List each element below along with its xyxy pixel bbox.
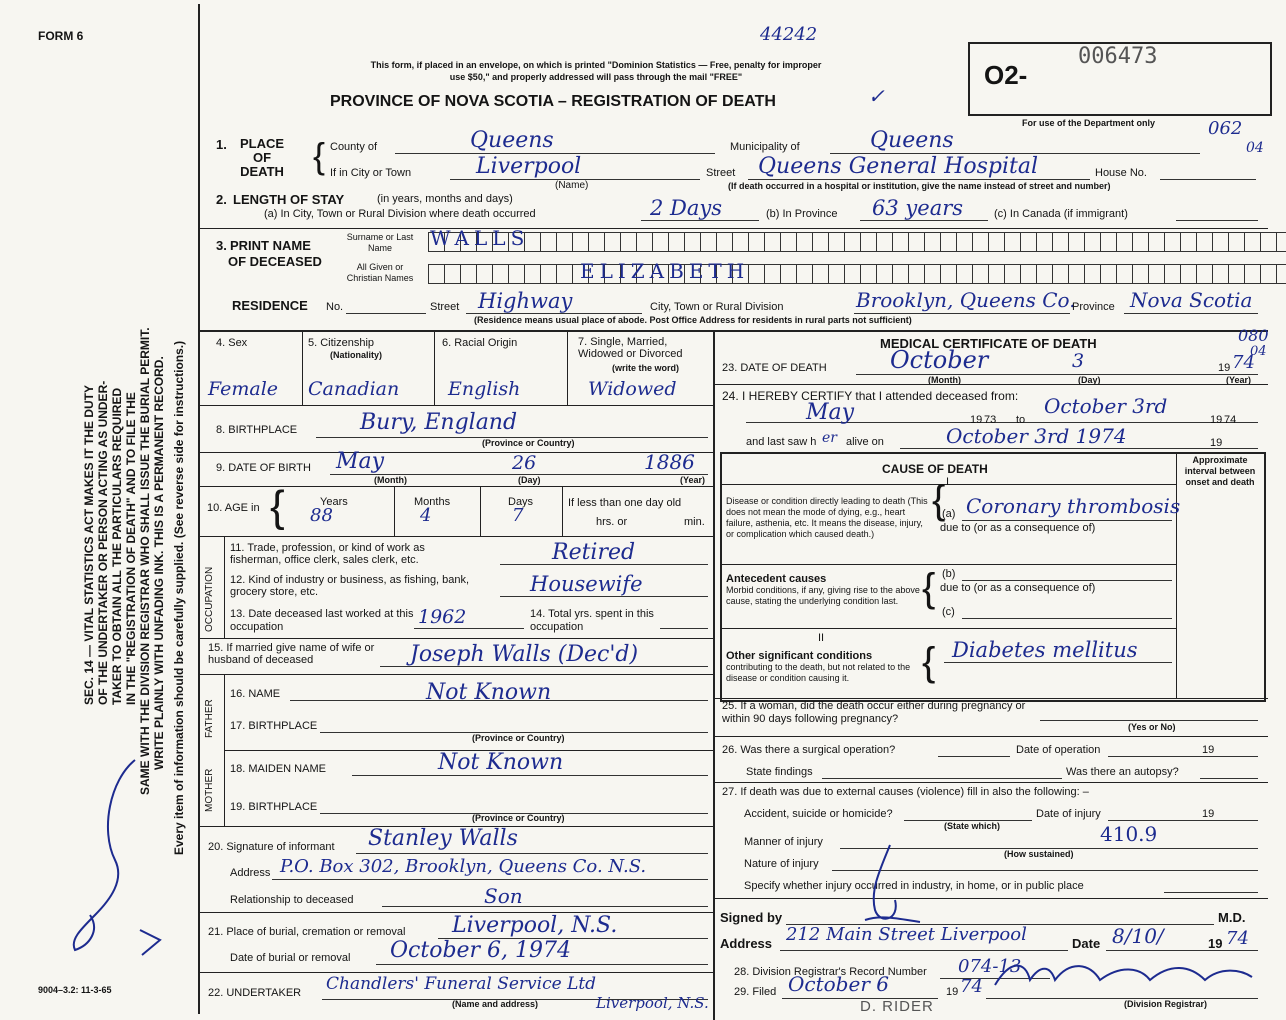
s5-sub: (Nationality) bbox=[330, 350, 383, 360]
check-mark: ✓ bbox=[868, 84, 885, 108]
s9-year: 1886 bbox=[644, 450, 695, 474]
s24-last-seen-h: er bbox=[822, 430, 837, 446]
s3-given: ELIZABETH bbox=[580, 259, 750, 283]
filed-by-stamp: D. RIDER bbox=[860, 998, 934, 1015]
doctor-signature bbox=[850, 840, 930, 930]
side-text-2: OF THE UNDERTAKER OR PERSON ACTING AS UNDER- bbox=[96, 380, 110, 705]
s1-city-label: If in City or Town bbox=[330, 167, 412, 179]
footer-code: 9004–3.2: 11-3-65 bbox=[38, 985, 112, 995]
s24-label: 24. I HEREBY CERTIFY that I attended deceased from: bbox=[722, 389, 1019, 403]
s2-title: LENGTH OF STAY bbox=[233, 192, 345, 207]
s1-street-label: Street bbox=[706, 167, 736, 179]
surname-grid bbox=[428, 232, 1286, 252]
s10-min-label: min. bbox=[684, 516, 705, 528]
s26-autopsy-label: Was there an autopsy? bbox=[1066, 766, 1179, 778]
s6-value: English bbox=[448, 378, 521, 400]
cause-part2: II bbox=[818, 632, 825, 644]
s3-note: (Residence means usual place of abode. Post Office Address for residents in rural parts not sufficient) bbox=[474, 315, 912, 325]
antecedent-label: Morbid conditions, if any, giving rise to the above cause, stating the underlying condition last. bbox=[726, 585, 920, 606]
other-title: Other significant conditions bbox=[726, 650, 873, 662]
s29-filed-year: 74 bbox=[960, 976, 983, 997]
s3-no-label: No. bbox=[326, 301, 344, 313]
date-year: 74 bbox=[1226, 928, 1249, 949]
s24-to-year: 74 bbox=[1224, 414, 1237, 426]
s9-day-label: (Day) bbox=[518, 475, 541, 485]
dept-code-b: 04 bbox=[1246, 140, 1264, 156]
s3-residence-label: RESIDENCE bbox=[232, 298, 308, 313]
s1-title: PLACE OF DEATH bbox=[239, 136, 285, 179]
cause-due-2: due to (or as a consequence of) bbox=[940, 582, 1096, 594]
side-text-7: Every item of information should be carefully supplied. (See reverse side for instructions.) bbox=[172, 340, 186, 855]
s18-value: Not Known bbox=[438, 750, 564, 775]
s10-months-label: Months bbox=[414, 496, 451, 508]
s3-province: Nova Scotia bbox=[1130, 288, 1253, 312]
s8-label: 8. BIRTHPLACE bbox=[216, 424, 298, 436]
s3-city: Brooklyn, Queens Co. bbox=[856, 288, 1076, 312]
s15-value: Joseph Walls (Dec'd) bbox=[410, 642, 639, 667]
antecedent-title: Antecedent causes bbox=[726, 573, 827, 585]
s2-title-note: (in years, months and days) bbox=[377, 193, 513, 205]
reg-prefix: O2- bbox=[984, 60, 1028, 90]
s12-label: 12. Kind of industry or business, as fishing, bank, grocery store, etc. bbox=[230, 574, 470, 598]
s14-label: 14. Total yrs. spent in this occupation bbox=[530, 608, 654, 633]
s4-label: 4. Sex bbox=[216, 337, 248, 349]
s7-label: 7. Single, Married, Widowed or Divorced bbox=[578, 336, 683, 360]
s2-b-value: 63 years bbox=[872, 196, 964, 220]
signed-label: Signed by bbox=[720, 910, 783, 925]
s27-inj-19: 19 bbox=[1202, 808, 1215, 820]
s1-house-label: House No. bbox=[1095, 167, 1147, 179]
s7-sub: (write the word) bbox=[612, 363, 679, 373]
father-label: FATHER bbox=[204, 699, 215, 738]
s10-label: 10. AGE in bbox=[207, 502, 260, 514]
s24-from: May bbox=[806, 400, 855, 425]
s23-month: October bbox=[890, 346, 989, 374]
occupation-label: OCCUPATION bbox=[204, 566, 215, 632]
mother-label: MOTHER bbox=[204, 768, 215, 812]
s27-injury-date-label: Date of injury bbox=[1036, 808, 1101, 820]
s10-years-label: Years bbox=[320, 496, 348, 508]
s10-months: 4 bbox=[420, 505, 432, 526]
side-text-1: SEC. 14 — VITAL STATISTICS ACT MAKES IT THE DUTY bbox=[82, 384, 96, 705]
dept-code-a: 062 bbox=[1208, 118, 1243, 139]
s22-label: 22. UNDERTAKER bbox=[208, 987, 302, 999]
cause-b-label: (b) bbox=[942, 568, 956, 580]
s5-value: Canadian bbox=[308, 378, 400, 400]
cause-part1: I bbox=[946, 476, 950, 488]
cause-a: Coronary thrombosis bbox=[966, 494, 1181, 518]
s2-b-label: (b) In Province bbox=[766, 208, 838, 220]
s20-rel-label: Relationship to deceased bbox=[230, 894, 354, 906]
pen-mark bbox=[40, 740, 170, 980]
cause-c-label: (c) bbox=[942, 606, 955, 618]
date-label: Date bbox=[1072, 936, 1101, 951]
s27-how: (How sustained) bbox=[1004, 849, 1074, 859]
side-text-3: TAKER TO OBTAIN ALL THE PARTICULARS REQUIRED bbox=[110, 387, 124, 705]
s24-year19b: 19 bbox=[1210, 414, 1223, 426]
s9-label: 9. DATE OF BIRTH bbox=[216, 462, 311, 474]
s23-day: 3 bbox=[1072, 350, 1085, 372]
s4-value: Female bbox=[208, 378, 279, 400]
s24-year19c: 19 bbox=[1210, 437, 1223, 449]
s2-num: 2. bbox=[216, 192, 227, 207]
s23-year-pre: 19 bbox=[1218, 362, 1231, 374]
form-id: FORM 6 bbox=[38, 29, 84, 43]
notice-line2: use $50," and properly addressed will pass through the mail "FREE" bbox=[449, 72, 743, 82]
dept-code-c: 080 bbox=[1238, 326, 1269, 345]
s27-code: 410.9 bbox=[1100, 822, 1158, 846]
s10-less-label: If less than one day old bbox=[568, 497, 682, 509]
s11-value: Retired bbox=[552, 540, 636, 565]
s13-value: 1962 bbox=[418, 606, 467, 628]
s1-street: Queens General Hospital bbox=[758, 154, 1038, 179]
s22-sub: (Name and address) bbox=[452, 999, 539, 1009]
s19-label: 19. BIRTHPLACE bbox=[230, 801, 318, 813]
s24-alive-label: alive on bbox=[846, 436, 884, 448]
s25-label: 25. If a woman, did the death occur either during pregnancy or within 90 days following pregnancy? bbox=[722, 700, 1026, 725]
s3-surname-label: Surname or Last Name bbox=[346, 232, 414, 253]
s1-municipality: Queens bbox=[870, 128, 954, 153]
side-text-4: IN THE "REGISTRATION OF DEATH" AND TO FILE THE bbox=[124, 392, 138, 705]
s23-month-label: (Month) bbox=[928, 375, 961, 385]
med-title: MEDICAL CERTIFICATE OF DEATH bbox=[880, 336, 1097, 351]
s1-name-label: (Name) bbox=[555, 180, 589, 191]
s23-label: 23. DATE OF DEATH bbox=[722, 362, 827, 374]
s24-from-year: 73 bbox=[984, 414, 997, 426]
registrar-signature bbox=[990, 955, 1260, 995]
s21-value: Liverpool, N.S. bbox=[452, 913, 618, 938]
reg-number: 006473 bbox=[1078, 44, 1158, 69]
s13-label: 13. Date deceased last worked at this occupation bbox=[230, 608, 414, 633]
s16-label: 16. NAME bbox=[230, 688, 281, 700]
s16-value: Not Known bbox=[426, 680, 552, 705]
s10-days-label: Days bbox=[508, 496, 534, 508]
s19-sub: (Province or Country) bbox=[472, 813, 565, 823]
s17-sub: (Province or Country) bbox=[472, 733, 565, 743]
div-registrar: (Division Registrar) bbox=[1124, 999, 1208, 1009]
s23-day-label: (Day) bbox=[1078, 375, 1101, 385]
s3-province-label: Province bbox=[1072, 301, 1115, 313]
dept-code-d: 04 bbox=[1250, 344, 1267, 359]
s2-a-label: (a) In City, Town or Rural Division where death occurred bbox=[264, 208, 536, 220]
cause-title: CAUSE OF DEATH bbox=[882, 462, 988, 476]
s9-year-label: (Year) bbox=[680, 475, 706, 485]
s1-city: Liverpool bbox=[476, 154, 582, 179]
stamp-top: 44242 bbox=[760, 24, 818, 45]
s9-month: May bbox=[336, 449, 385, 474]
s24-alive: October 3rd 1974 bbox=[946, 424, 1127, 448]
s17-label: 17. BIRTHPLACE bbox=[230, 720, 318, 732]
s21-date: October 6, 1974 bbox=[390, 938, 572, 963]
s1-note: (If death occurred in a hospital or institution, give the name instead of street and number) bbox=[728, 181, 1111, 191]
cause-a-label: (a) bbox=[942, 508, 956, 520]
s28-label: 28. Division Registrar's Record Number bbox=[734, 966, 927, 978]
s27-specify-label: Specify whether injury occurred in industry, in home, or in public place bbox=[744, 880, 1084, 892]
cause-direct-label: Disease or condition directly leading to death (This does not mean the mode of dying, e.g., heart failure, asthenia, etc. It means the disease, injury, or complication which caused death.) bbox=[726, 496, 928, 539]
form-title: PROVINCE OF NOVA SCOTIA – REGISTRATION OF DEATH bbox=[330, 93, 776, 110]
s10-days: 7 bbox=[512, 505, 524, 526]
s27-manner-label: Manner of injury bbox=[744, 836, 823, 848]
s27-state-which: (State which) bbox=[944, 821, 1001, 831]
address-label: Address bbox=[720, 936, 773, 951]
date-value: 8/10/ bbox=[1112, 924, 1164, 948]
s23-year: 74 bbox=[1232, 352, 1255, 373]
s28-record: 074-13 bbox=[958, 956, 1022, 977]
s5-label: 5. Citizenship bbox=[308, 337, 375, 349]
s11-label: 11. Trade, profession, or kind of work as fisherman, office clerk, sales clerk, etc. bbox=[230, 542, 425, 566]
s21-label: 21. Place of burial, cremation or removal bbox=[208, 926, 406, 938]
s24-to-label: to bbox=[1016, 414, 1026, 426]
s1-county: Queens bbox=[470, 128, 554, 153]
dept-use: For use of the Department only bbox=[1022, 118, 1156, 128]
s22-value2: Liverpool, N.S. bbox=[596, 994, 709, 1012]
s25-yes-no: (Yes or No) bbox=[1128, 722, 1176, 732]
s3-city-label: City, Town or Rural Division bbox=[650, 301, 784, 313]
s26-label: 26. Was there a surgical operation? bbox=[722, 744, 896, 756]
side-text-5: SAME WITH THE DIVISION REGISTRAR WHO SHALL ISSUE THE BURIAL PERMIT. bbox=[138, 327, 152, 795]
s12-value: Housewife bbox=[530, 572, 643, 596]
s10-hrs-label: hrs. or bbox=[596, 516, 628, 528]
s29-filed-pre: 19 bbox=[946, 986, 959, 998]
s20-label: 20. Signature of informant bbox=[208, 841, 335, 853]
s9-month-label: (Month) bbox=[374, 475, 407, 485]
s20-value: Stanley Walls bbox=[368, 826, 518, 851]
s8-value: Bury, England bbox=[360, 410, 518, 435]
reg-box bbox=[968, 42, 1272, 116]
s1-municipality-label: Municipality of bbox=[730, 141, 800, 153]
s7-value: Widowed bbox=[588, 378, 677, 400]
s18-label: 18. MAIDEN NAME bbox=[230, 763, 326, 775]
s22-value: Chandlers' Funeral Service Ltd bbox=[326, 974, 597, 994]
cause-interval: Approximate interval between onset and death bbox=[1184, 455, 1256, 487]
other-value: Diabetes mellitus bbox=[952, 638, 1138, 662]
s29-label: 29. Filed bbox=[734, 986, 777, 998]
s26-op-date-label: Date of operation bbox=[1016, 744, 1101, 756]
other-label: contributing to the death, but not related to the disease or condition causing it. bbox=[726, 662, 911, 683]
s6-label: 6. Racial Origin bbox=[442, 337, 518, 349]
s10-years: 88 bbox=[310, 505, 333, 526]
s21-date-label: Date of burial or removal bbox=[230, 952, 351, 964]
s20-rel: Son bbox=[484, 884, 523, 908]
md-label: M.D. bbox=[1218, 910, 1246, 925]
s26-findings-label: State findings bbox=[746, 766, 813, 778]
given-grid bbox=[428, 264, 1286, 284]
s9-day: 26 bbox=[512, 452, 537, 474]
s1-county-label: County of bbox=[330, 141, 378, 153]
s3-street-label: Street bbox=[430, 301, 460, 313]
s24-last-seen-label: and last saw h bbox=[746, 436, 817, 448]
date-pre: 19 bbox=[1208, 936, 1223, 951]
cause-due-1: due to (or as a consequence of) bbox=[940, 522, 1096, 534]
s3-title1: PRINT NAME bbox=[230, 238, 311, 253]
s29-filed: October 6 bbox=[788, 972, 889, 996]
s1-num: 1. bbox=[216, 137, 227, 152]
s3-num: 3. bbox=[216, 238, 227, 253]
s3-surname: WALLS bbox=[430, 226, 530, 250]
s3-street: Highway bbox=[478, 289, 573, 313]
s15-label: 15. If married give name of wife or husband of deceased bbox=[208, 642, 375, 666]
s24-to: October 3rd bbox=[1044, 394, 1168, 418]
s23-year-label: (Year) bbox=[1226, 375, 1252, 385]
s20-address: P.O. Box 302, Brooklyn, Queens Co. N.S. bbox=[280, 856, 647, 877]
s27-label: 27. If death was due to external causes (violence) fill in also the following: – bbox=[722, 786, 1089, 798]
s27-accident-label: Accident, suicide or homicide? bbox=[744, 808, 893, 820]
s8-sub: (Province or Country) bbox=[482, 438, 575, 448]
s24-year19a: 19 bbox=[970, 414, 983, 426]
s27-nature-label: Nature of injury bbox=[744, 858, 819, 870]
s26-op-19: 19 bbox=[1202, 744, 1215, 756]
s3-title2: OF DECEASED bbox=[228, 254, 322, 269]
s20-address-label: Address bbox=[230, 867, 271, 879]
notice-line1: This form, if placed in an envelope, on which is printed "Dominion Statistics — Free, penalty for improper bbox=[370, 60, 822, 70]
s2-a-value: 2 Days bbox=[650, 196, 723, 220]
side-text-6: WRITE PLAINLY WITH UNFADING INK. THIS IS A PERMANENT RECORD. bbox=[152, 356, 166, 770]
address-value: 212 Main Street Liverpool bbox=[786, 924, 1027, 945]
s2-c-label: (c) In Canada (if immigrant) bbox=[994, 208, 1128, 220]
s3-given-label: All Given or Christian Names bbox=[346, 262, 414, 283]
